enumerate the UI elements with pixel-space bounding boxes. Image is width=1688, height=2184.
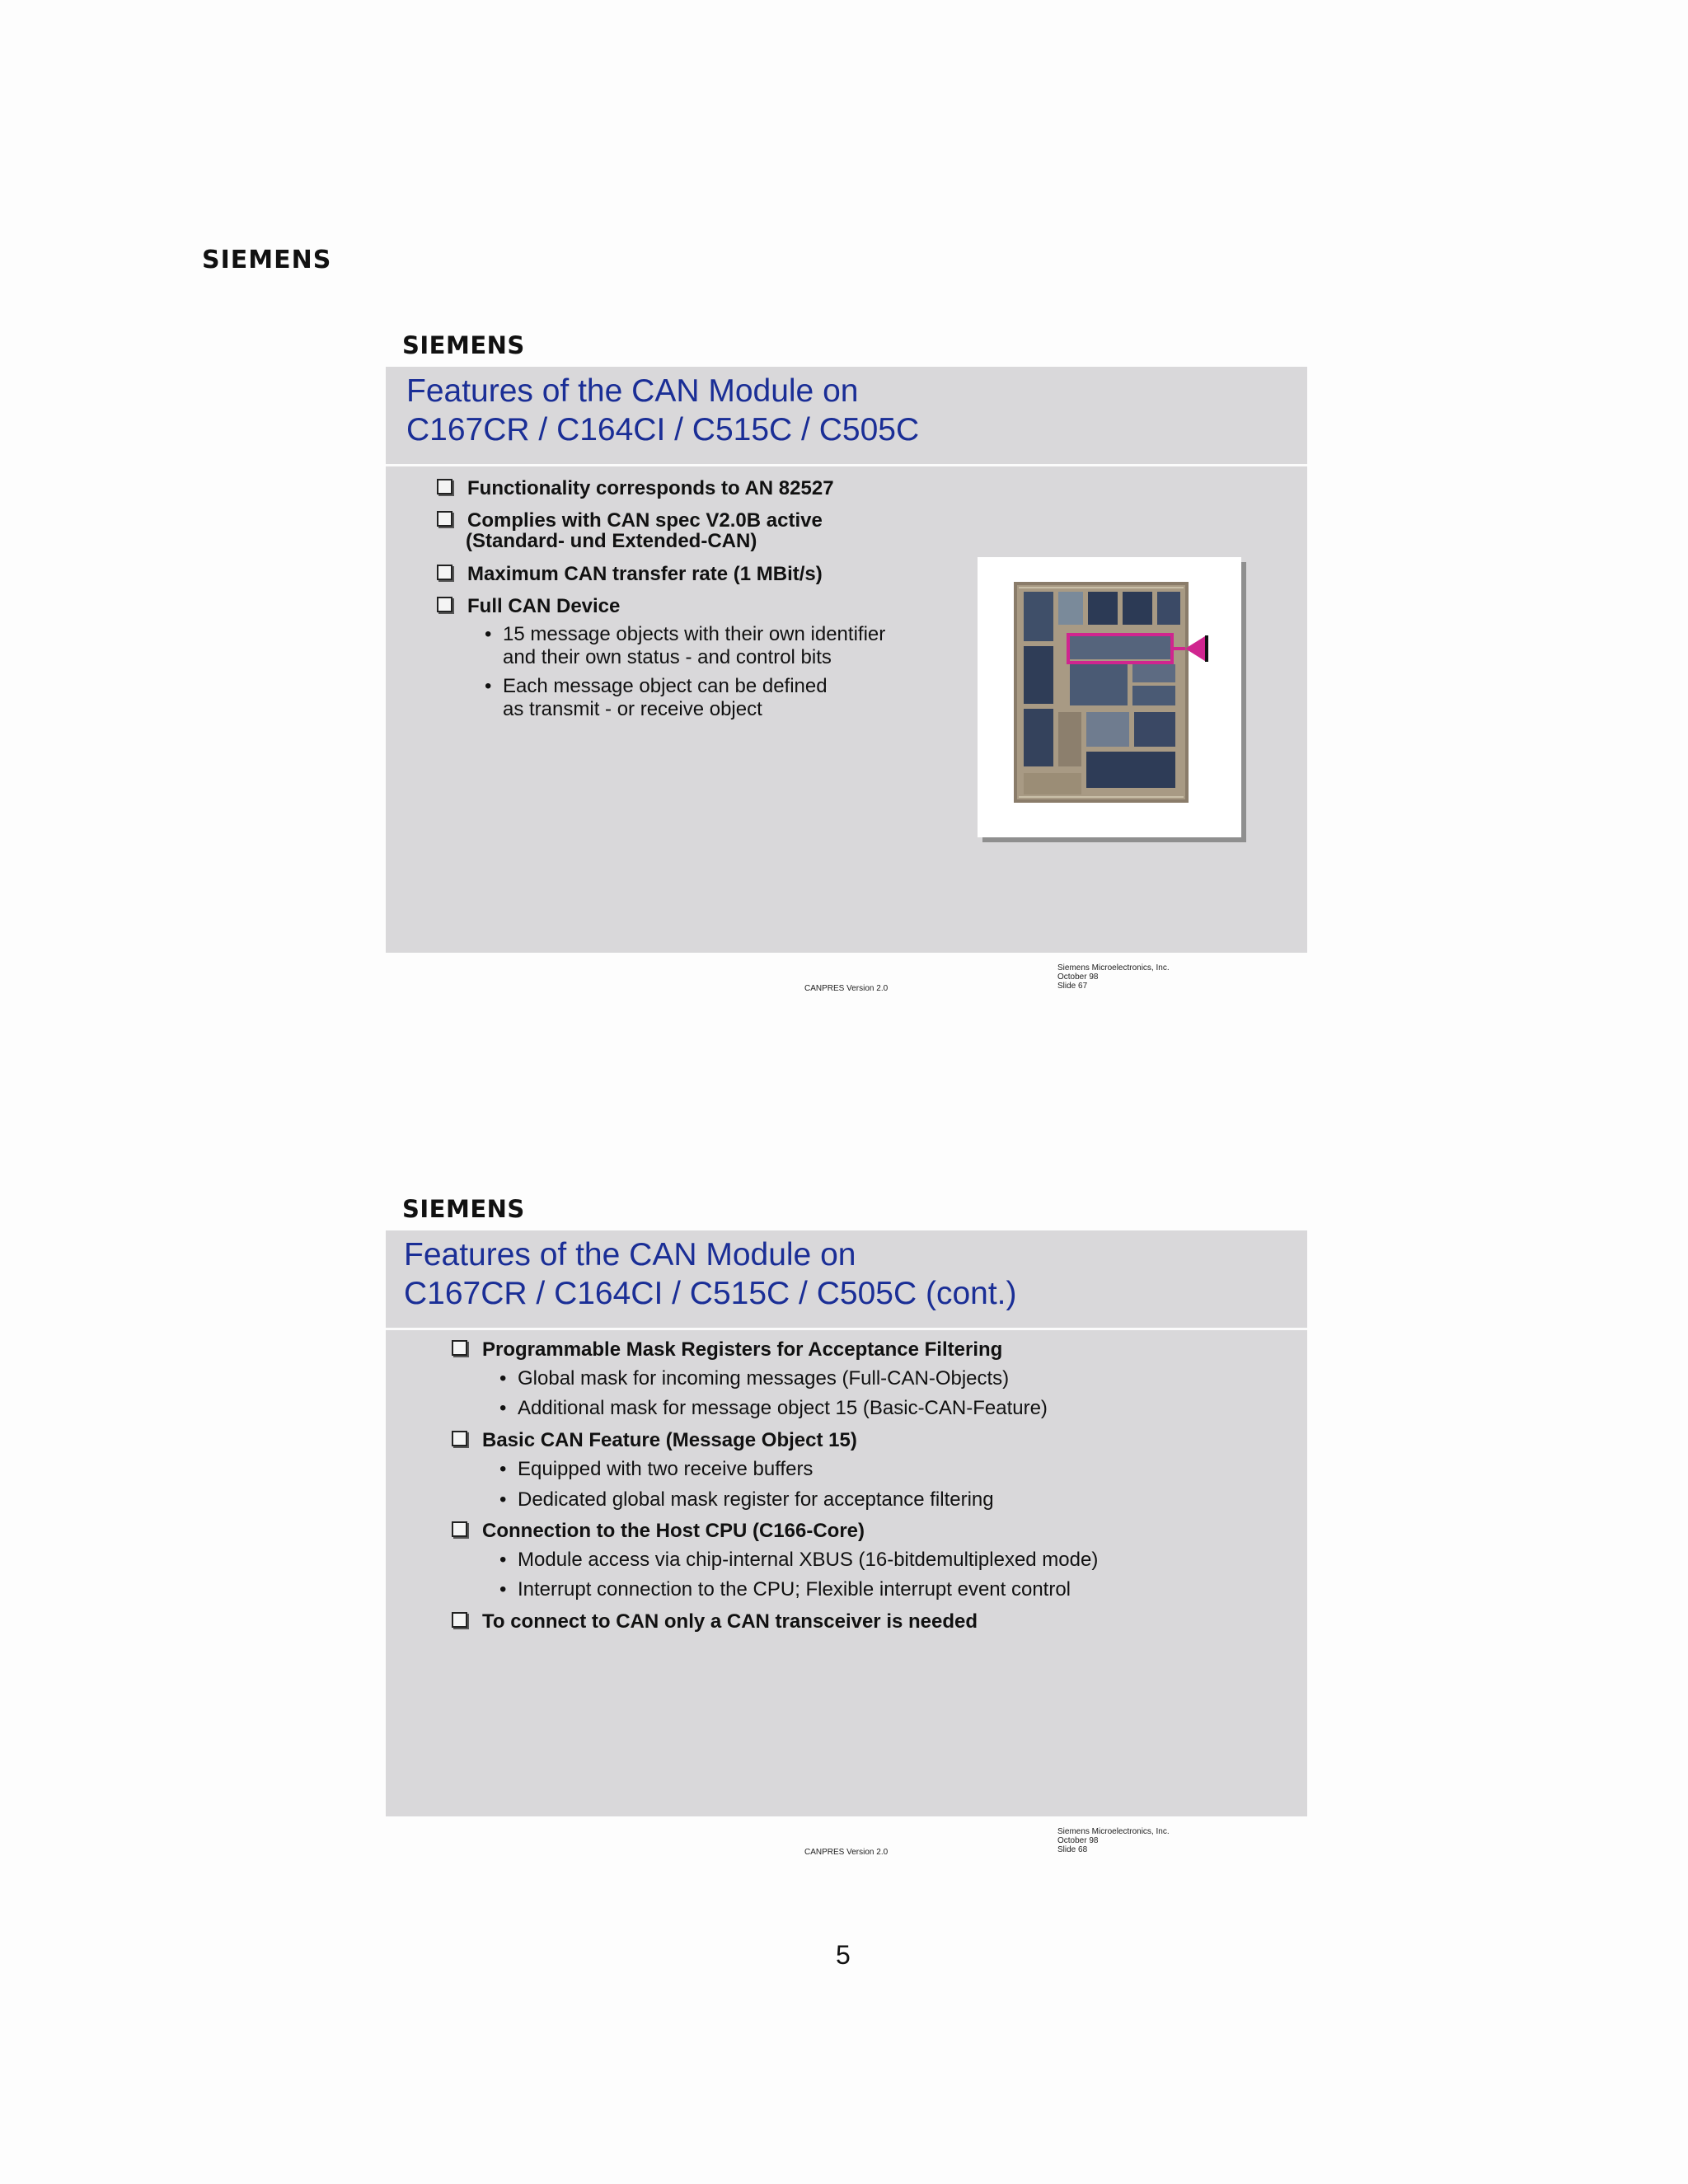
bullet-continuation: (Standard- und Extended-CAN) <box>466 530 757 552</box>
checkbox-bullet-icon <box>437 479 452 494</box>
sub-bullet-item: • Global mask for incoming messages (Full-CAN-Objects) <box>499 1367 1010 1390</box>
dot-bullet-icon: • <box>499 1367 507 1390</box>
footer-center: CANPRES Version 2.0 <box>804 984 889 993</box>
checkbox-bullet-icon <box>437 565 452 580</box>
sub-bullet-item: • Equipped with two receive buffers <box>499 1458 814 1480</box>
footer-date: October 98 <box>1057 972 1099 982</box>
dot-bullet-icon: • <box>485 623 492 645</box>
dot-bullet-icon: • <box>499 1397 507 1419</box>
footer-company: Siemens Microelectronics, Inc. <box>1057 963 1170 972</box>
dot-bullet-icon: • <box>485 675 492 697</box>
slide-body <box>386 1330 1307 1816</box>
slide-68 <box>386 1193 1307 1869</box>
dot-bullet-icon: • <box>499 1578 507 1601</box>
sub-bullet-item: • Each message object can be defined <box>485 675 828 697</box>
sub-bullet-item: • Additional mask for message object 15 (Basic-CAN-Feature) <box>499 1397 1048 1419</box>
footer-company: Siemens Microelectronics, Inc. <box>1057 1827 1170 1836</box>
bullet-item: Connection to the Host CPU (C166-Core) <box>452 1520 865 1543</box>
footer-date: October 98 <box>1057 1836 1099 1845</box>
slide-67 <box>386 330 1307 1005</box>
sub-bullet-continuation: as transmit - or receive object <box>503 698 762 720</box>
bullet-item: To connect to CAN only a CAN transceiver is needed <box>452 1610 978 1633</box>
slide-title-box <box>386 1230 1307 1330</box>
slide-title-line-2: C167CR / C164CI / C515C / C505C <box>406 412 920 448</box>
bullet-item: Complies with CAN spec V2.0B active <box>437 509 823 532</box>
bullet-item: Functionality corresponds to AN 82527 <box>437 477 834 500</box>
slide-logo: SIEMENS <box>402 331 525 359</box>
checkbox-bullet-icon <box>452 1521 467 1537</box>
page-logo: SIEMENS <box>202 246 332 274</box>
sub-bullet-item: • Dedicated global mask register for acceptance filtering <box>499 1488 994 1511</box>
slide-title-line-1: Features of the CAN Module on <box>406 373 859 409</box>
slide-body <box>386 466 1307 953</box>
sub-bullet-item: • Interrupt connection to the CPU; Flexible interrupt event control <box>499 1578 1071 1601</box>
footer-slide-number: Slide 68 <box>1057 1845 1088 1854</box>
checkbox-bullet-icon <box>452 1612 467 1628</box>
chip-die-photo <box>978 557 1241 837</box>
checkbox-bullet-icon <box>437 597 452 612</box>
bullet-item: Basic CAN Feature (Message Object 15) <box>452 1429 857 1452</box>
slide-title-line-2: C167CR / C164CI / C515C / C505C (cont.) <box>404 1276 1017 1311</box>
sub-bullet-item: • 15 message objects with their own identifier <box>485 623 886 645</box>
checkbox-bullet-icon <box>452 1340 467 1356</box>
bullet-item: Programmable Mask Registers for Acceptance Filtering <box>452 1338 1002 1361</box>
checkbox-bullet-icon <box>437 511 452 527</box>
page-number: 5 <box>836 1940 851 1970</box>
footer-slide-number: Slide 67 <box>1057 982 1088 991</box>
bullet-item: Maximum CAN transfer rate (1 MBit/s) <box>437 563 823 586</box>
dot-bullet-icon: • <box>499 1549 507 1571</box>
dot-bullet-icon: • <box>499 1488 507 1511</box>
chip-die-image <box>978 557 1241 837</box>
sub-bullet-continuation: and their own status - and control bits <box>503 646 832 668</box>
slide-title-line-1: Features of the CAN Module on <box>404 1237 856 1272</box>
checkbox-bullet-icon <box>452 1431 467 1446</box>
slide-logo: SIEMENS <box>402 1195 525 1223</box>
footer-center: CANPRES Version 2.0 <box>804 1848 889 1857</box>
slide-title-box <box>386 367 1307 466</box>
dot-bullet-icon: • <box>499 1458 507 1480</box>
bullet-item: Full CAN Device <box>437 595 620 618</box>
sub-bullet-item: • Module access via chip-internal XBUS (16-bitdemultiplexed mode) <box>499 1549 1099 1571</box>
